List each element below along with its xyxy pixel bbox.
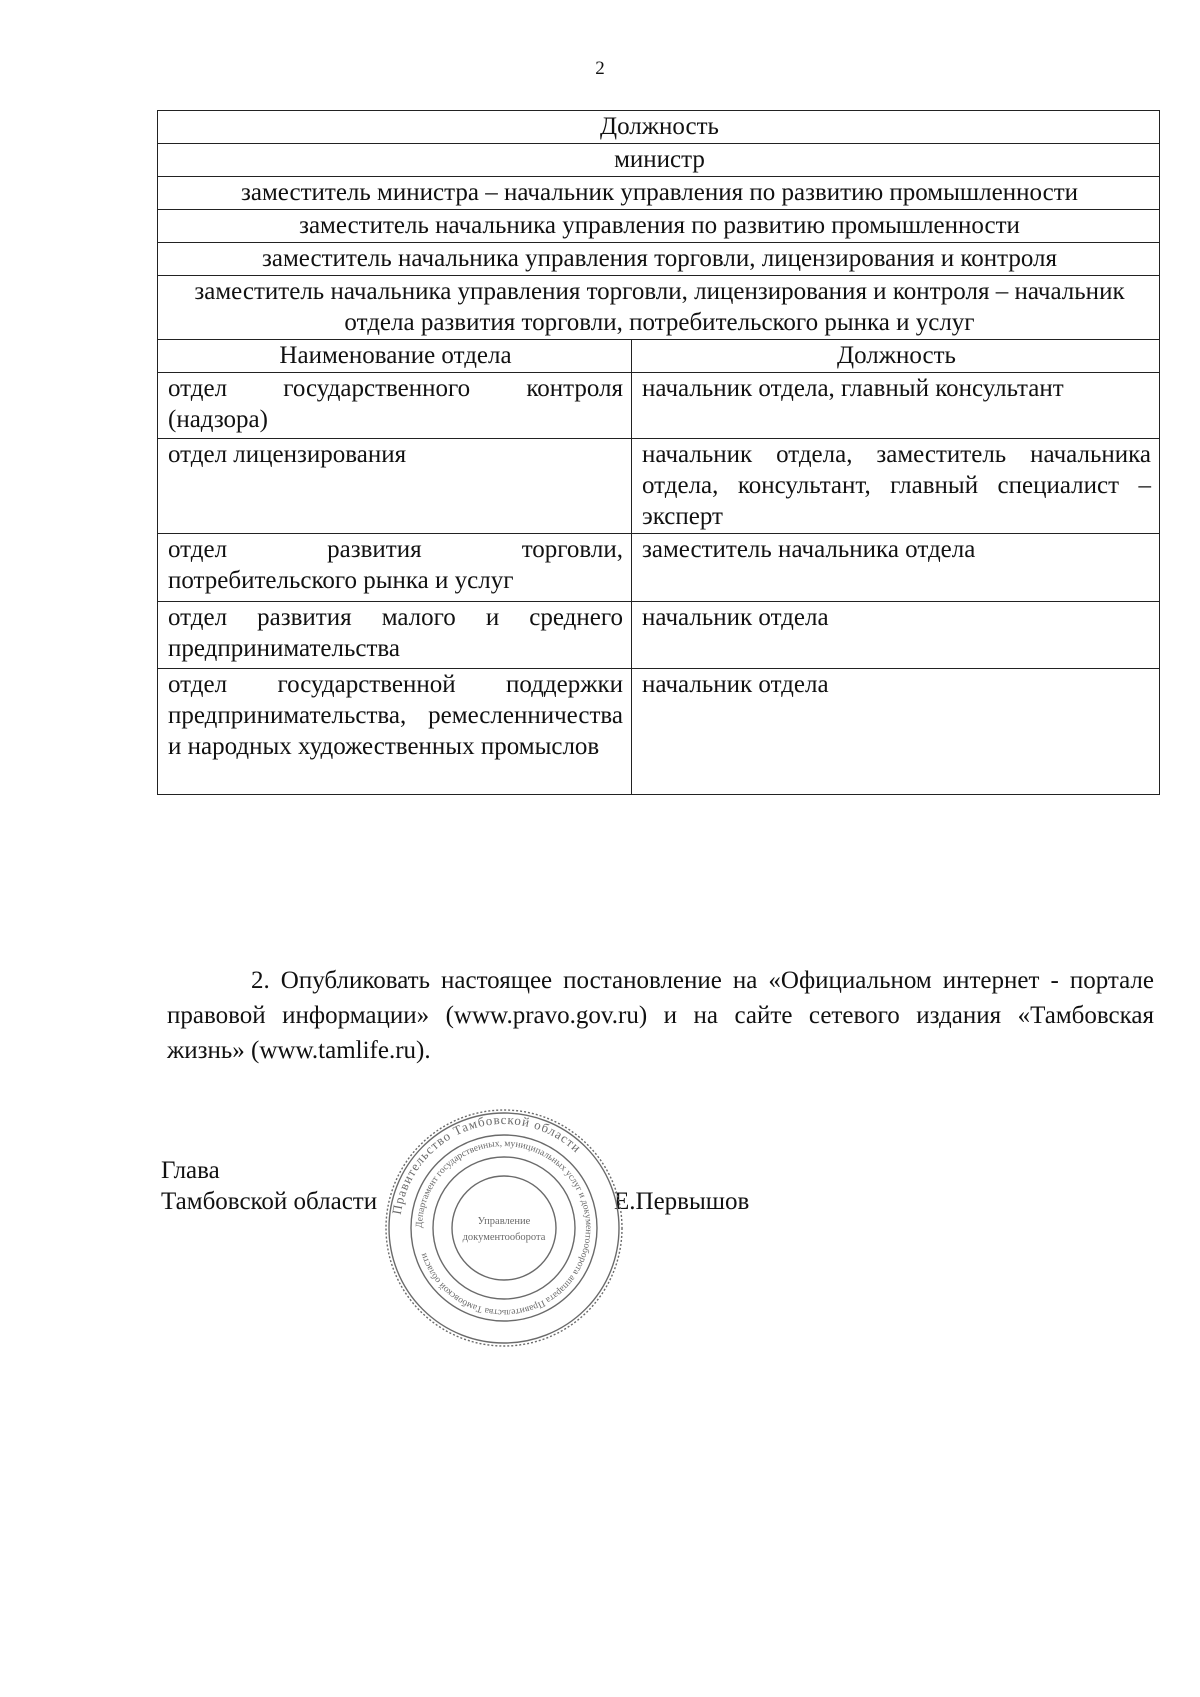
positions-cell: начальник отдела, заместитель начальника отдела, консультант, главный специалист – эксперт: [632, 439, 1160, 534]
signatory-title-line-2: Тамбовской области: [161, 1188, 378, 1215]
positions-table: [157, 110, 1160, 795]
table-header: Должность: [158, 111, 1160, 144]
table-row: [158, 144, 1160, 177]
column-header-department: Наименование отдела: [158, 340, 632, 373]
seal-center-line-2: документооборота: [462, 1232, 546, 1243]
table-row: [158, 243, 1160, 276]
department-cell: отдел развития малого и среднего предпринимательства: [158, 602, 632, 669]
column-header-row: [158, 340, 1160, 373]
signatory-name: Е.Первышов: [614, 1188, 750, 1215]
seal-outer-text: Правительство Тамбовской области: [388, 1111, 585, 1216]
positions-cell: начальник отдела: [632, 602, 1160, 669]
position-row-deputy-minister: заместитель министра – начальник управления по развитию промышленности: [158, 177, 1160, 210]
position-row-minister: министр: [158, 144, 1160, 177]
table-row: [158, 177, 1160, 210]
table-row: [158, 373, 1160, 439]
table-row: [158, 534, 1160, 602]
seal-inner-ring: [452, 1176, 556, 1280]
column-header-position: Должность: [632, 340, 1160, 373]
position-row-deputy-trade: заместитель начальника управления торговли, лицензирования и контроля: [158, 243, 1160, 276]
department-cell: отдел лицензирования: [158, 439, 632, 534]
table-row: [158, 276, 1160, 340]
position-row-deputy-industry: заместитель начальника управления по развитию промышленности: [158, 210, 1160, 243]
svg-text:Департамент государственных, м: [415, 1139, 593, 1317]
publication-paragraph: 2. Опубликовать настоящее постановление на «Официальном интернет - портале правовой информации» (www.pravo.gov.ru) и на сайте сетевого издания «Тамбовская жизнь» (www.tamlife.ru).: [167, 967, 1154, 1064]
table-row: [158, 210, 1160, 243]
seal-middle-text: Департамент государственных, муниципальных услуг и документооборота аппарата Правительства Тамбовской области: [414, 1138, 594, 1318]
position-row-deputy-trade-head: заместитель начальника управления торговли, лицензирования и контроля – начальник отдела развития торговли, потребительского рынка и услуг: [158, 276, 1160, 340]
official-seal-stamp: [382, 1106, 626, 1350]
page-number: 2: [595, 58, 605, 79]
positions-cell: начальник отдела: [632, 669, 1160, 795]
signatory-title: [161, 1155, 377, 1217]
table-row: [158, 669, 1160, 795]
table-row: [158, 602, 1160, 669]
seal-center-line-1: Управление: [477, 1216, 531, 1227]
department-cell: отдел развития торговли, потребительского рынка и услуг: [158, 534, 632, 602]
signatory-title-line-1: Глава: [161, 1157, 220, 1184]
positions-cell: начальник отдела, главный консультант: [632, 373, 1160, 439]
department-cell: отдел государственной поддержки предпринимательства, ремесленничества и народных художественных промыслов: [158, 669, 632, 795]
positions-cell: заместитель начальника отдела: [632, 534, 1160, 602]
department-cell: отдел государственного контроля (надзора): [158, 373, 632, 439]
table-row: [158, 439, 1160, 534]
table-header-row: [158, 111, 1160, 144]
